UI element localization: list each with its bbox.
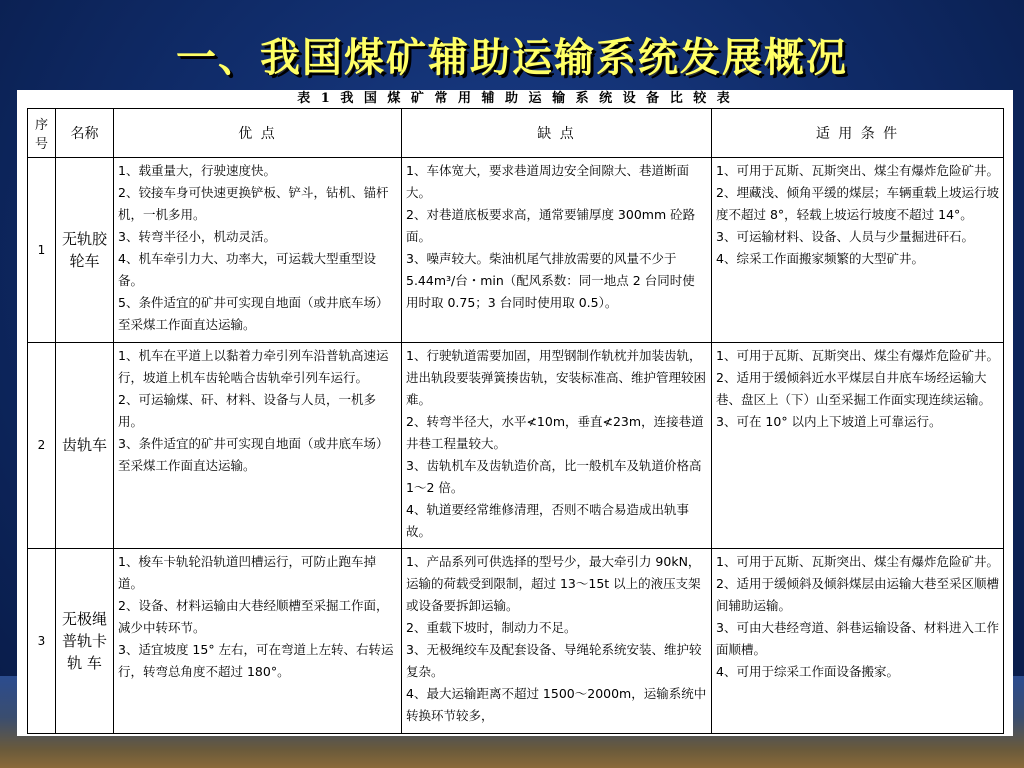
table-header-row — [28, 109, 1004, 158]
list-item: 1、产品系列可供选择的型号少，最大牵引力 90kN，运输的荷载受到限制，超过 13～15t 以上的液压支架或设备要拆卸运输。 — [406, 554, 701, 614]
list-item: 1、梭车卡轨轮沿轨道凹槽运行，可防止跑车掉道。 — [118, 554, 376, 592]
row-conditions — [712, 158, 1004, 343]
list-item: 2、设备、材料运输由大巷经顺槽至采掘工作面，减少中转环节。 — [118, 598, 389, 636]
list-item: 4、可用于综采工作面设备搬家。 — [716, 664, 899, 680]
list-item: 3、可由大巷经弯道、斜巷运输设备、材料进入工作面顺槽。 — [716, 620, 999, 658]
list-item: 3、转弯半径小，机动灵活。 — [118, 229, 276, 244]
list-item: 3、噪声较大。柴油机尾气排放需要的风量不少于 5.44m³/台・min（配风系数：同一地点 2 台同时使用时取 0.75；3 台同时使用取 0.5）。 — [406, 251, 695, 310]
list-item: 2、铰接车身可快速更换铲板、铲斗，钻机、锚杆机，一机多用。 — [118, 185, 389, 222]
list-item: 3、可在 10° 以内上下坡道上可靠运行。 — [716, 413, 942, 429]
list-item: 1、可用于瓦斯、瓦斯突出、煤尘有爆炸危险矿井。 — [716, 347, 999, 363]
list-item: 2、可运输煤、矸、材料、设备与人员，一机多用。 — [118, 391, 376, 429]
list-item: 1、载重量大，行驶速度快。 — [118, 163, 276, 178]
list-item: 3、条件适宜的矿井可实现自地面（或井底车场）至采煤工作面直达运输。 — [118, 435, 389, 473]
list-item: 1、机车在平道上以黏着力牵引列车沿普轨高速运行，坡道上机车齿轮啮合齿轨牵引列车运行。 — [118, 347, 389, 385]
list-item: 2、转弯半径大，水平≮10m，垂直≮23m，连接巷道井巷工程量较大。 — [406, 413, 704, 451]
row-seq: 2 — [28, 342, 56, 549]
list-item: 3、无极绳绞车及配套设备、导绳轮系统安装、维护较复杂。 — [406, 642, 702, 680]
row-conditions — [712, 342, 1004, 549]
row-cons — [402, 342, 712, 549]
comparison-document — [17, 90, 1013, 736]
list-item: 1、可用于瓦斯、瓦斯突出、煤尘有爆炸危险矿井。 — [716, 163, 999, 178]
list-item: 2、适用于缓倾斜近水平煤层自井底车场经运输大巷、盘区上（下）山至采掘工作面实现连续运输。 — [716, 369, 992, 407]
list-item: 2、适用于缓倾斜及倾斜煤层由运输大巷至采区顺槽间辅助运输。 — [716, 576, 999, 614]
list-item: 2、埋藏浅、倾角平缓的煤层；车辆重载上坡运行坡度不超过 8°，轻载上坡运行坡度不超过 14°。 — [716, 185, 999, 222]
list-item: 4、最大运输距离不超过 1500～2000m，运输系统中转换环节较多， — [406, 686, 707, 724]
row-seq: 3 — [28, 549, 56, 734]
row-conditions — [712, 549, 1004, 734]
list-item: 1、行驶轨道需要加固，用型钢制作轨枕并加装齿轨，进出轨段要装弹簧揍齿轨，安装标准高、维护管理较困难。 — [406, 347, 707, 407]
header-conditions: 适 用 条 件 — [712, 109, 1004, 158]
header-pros: 优 点 — [114, 109, 402, 158]
list-item: 1、可用于瓦斯、瓦斯突出、煤尘有爆炸危险矿井。 — [716, 554, 999, 570]
table-row — [28, 158, 1004, 343]
list-item: 4、综采工作面搬家频繁的大型矿井。 — [716, 251, 924, 266]
row-pros — [114, 158, 402, 343]
row-cons — [402, 549, 712, 734]
slide-title: 一、我国煤矿辅助运输系统发展概况 — [176, 34, 848, 81]
list-item: 3、可运输材料、设备、人员与少量掘进矸石。 — [716, 229, 974, 244]
comparison-table — [27, 108, 1004, 734]
list-item: 3、齿轨机车及齿轨造价高，比一般机车及轨道价格高 1～2 倍。 — [406, 457, 702, 495]
list-item: 2、重载下坡时，制动力不足。 — [406, 620, 577, 636]
row-pros — [114, 342, 402, 549]
header-name: 名称 — [56, 109, 114, 158]
row-name: 齿轨车 — [56, 342, 114, 549]
table-caption: 表 1 我 国 煤 矿 常 用 辅 助 运 输 系 统 设 备 比 较 表 — [297, 91, 733, 106]
header-seq: 序号 — [28, 109, 56, 158]
row-name: 无极绳普轨卡轨 车 — [56, 549, 114, 734]
list-item: 2、对巷道底板要求高，通常要铺厚度 300mm 砼路面。 — [406, 207, 696, 244]
list-item: 4、轨道要经常维修清理，否则不啮合易造成出轨事故。 — [406, 501, 689, 539]
header-cons: 缺 点 — [402, 109, 712, 158]
row-name: 无轨胶轮车 — [56, 158, 114, 343]
list-item: 1、车体宽大，要求巷道周边安全间隙大、巷道断面大。 — [406, 163, 689, 200]
row-seq: 1 — [28, 158, 56, 343]
table-row — [28, 342, 1004, 549]
row-pros — [114, 549, 402, 734]
list-item: 4、机车牵引力大、功率大，可运载大型重型设备。 — [118, 251, 376, 288]
list-item: 3、适宜坡度 15° 左右，可在弯道上左转、右转运行，转弯总角度不超过 180°。 — [118, 642, 394, 680]
list-item: 5、条件适宜的矿井可实现自地面（或井底车场）至采煤工作面直达运输。 — [118, 295, 389, 332]
table-row — [28, 549, 1004, 734]
row-cons — [402, 158, 712, 343]
